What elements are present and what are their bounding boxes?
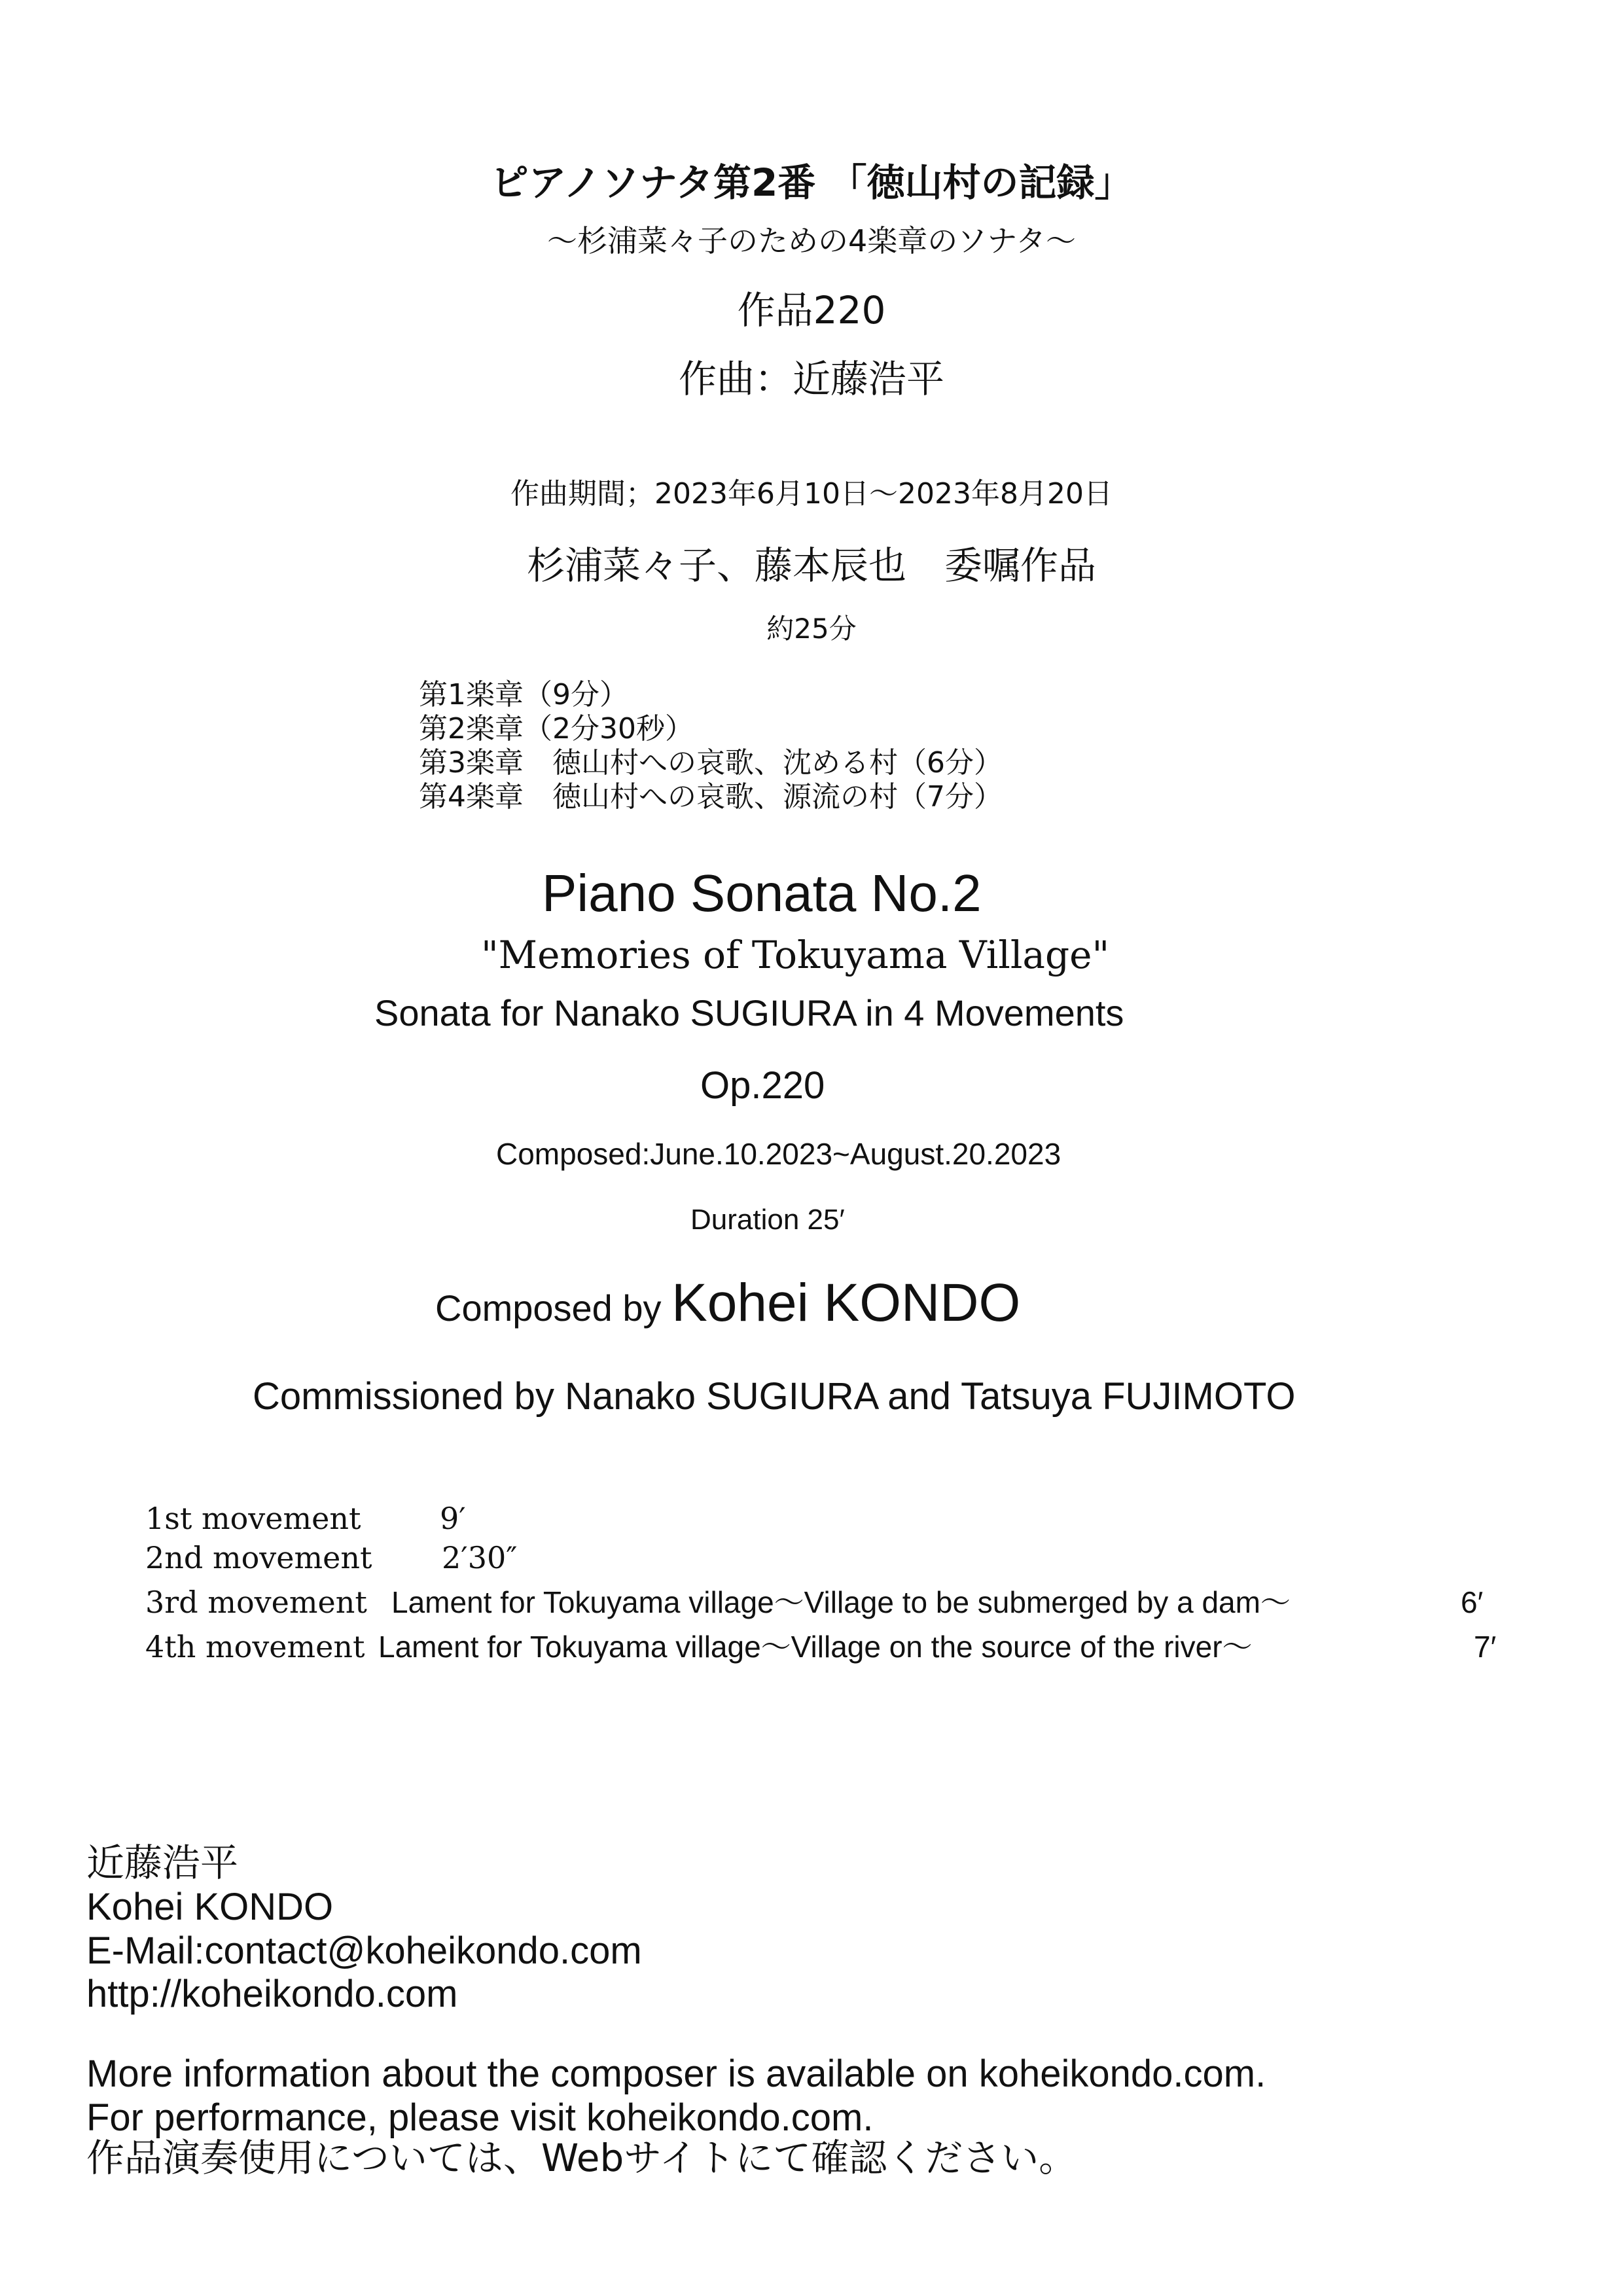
movement-title: Lament for Tokuyama village～Village to be submerged by a dam～ bbox=[391, 1585, 1291, 1619]
en-duration: Duration 25′ bbox=[690, 1204, 845, 1236]
contact-website[interactable]: http://koheikondo.com bbox=[86, 1973, 458, 2015]
movement-time: 6′ bbox=[1461, 1585, 1484, 1619]
jp-title: ピアノソナタ第2番 「徳山村の記録」 bbox=[490, 160, 1133, 205]
info-line-1: More information about the composer is available on koheikondo.com. bbox=[86, 2053, 1266, 2095]
movement-label: 2nd movement bbox=[145, 1540, 372, 1575]
movement-label: 1st movement bbox=[145, 1501, 361, 1536]
movement-title: Lament for Tokuyama village～Village on the source of the river～ bbox=[378, 1630, 1253, 1664]
en-title: Piano Sonata No.2 bbox=[542, 864, 982, 922]
info-line-2: For performance, please visit koheikondo.com. bbox=[86, 2096, 874, 2139]
composed-by-label: Composed by bbox=[435, 1287, 662, 1329]
jp-opus: 作品220 bbox=[737, 288, 886, 332]
jp-movement-4: 第4楽章 徳山村への哀歌、源流の村（7分） bbox=[419, 780, 1003, 814]
movement-time: 9′ bbox=[440, 1501, 466, 1536]
contact-name-jp: 近藤浩平 bbox=[86, 1842, 239, 1884]
en-subtitle: "Memories of Tokuyama Village" bbox=[481, 933, 1110, 977]
jp-subtitle: ～杉浦菜々子のための4楽章のソナタ～ bbox=[546, 223, 1077, 259]
movement-time: 7′ bbox=[1474, 1630, 1497, 1664]
contact-name-en: Kohei KONDO bbox=[86, 1886, 334, 1928]
en-dedication: Sonata for Nanako SUGIURA in 4 Movements bbox=[374, 992, 1124, 1033]
movement-label: 4th movement bbox=[145, 1629, 365, 1664]
jp-period: 作曲期間；2023年6月10日～2023年8月20日 bbox=[510, 477, 1113, 511]
en-opus: Op.220 bbox=[700, 1064, 825, 1107]
composer-name: Kohei KONDO bbox=[671, 1273, 1021, 1333]
en-composed-date: Composed:June.10.2023~August.20.2023 bbox=[496, 1137, 1061, 1171]
movement-label: 3rd movement bbox=[145, 1585, 367, 1620]
jp-commission: 杉浦菜々子、藤本辰也 委嘱作品 bbox=[526, 543, 1096, 588]
info-line-3: 作品演奏使用については、Webサイトにて確認ください。 bbox=[86, 2136, 1077, 2180]
jp-duration: 約25分 bbox=[766, 613, 857, 645]
en-composed-by bbox=[435, 1273, 1021, 1333]
movement-time: 2′30″ bbox=[442, 1540, 518, 1575]
contact-email[interactable]: E-Mail:contact@koheikondo.com bbox=[86, 1929, 642, 1972]
jp-movement-1: 第1楽章（9分） bbox=[419, 678, 628, 711]
jp-composer: 作曲：近藤浩平 bbox=[678, 357, 944, 401]
jp-movement-2: 第2楽章（2分30秒） bbox=[419, 712, 694, 745]
jp-movement-3: 第3楽章 徳山村への哀歌、沈める村（6分） bbox=[419, 746, 1003, 780]
en-commission: Commissioned by Nanako SUGIURA and Tatsuya FUJIMOTO bbox=[253, 1375, 1296, 1418]
